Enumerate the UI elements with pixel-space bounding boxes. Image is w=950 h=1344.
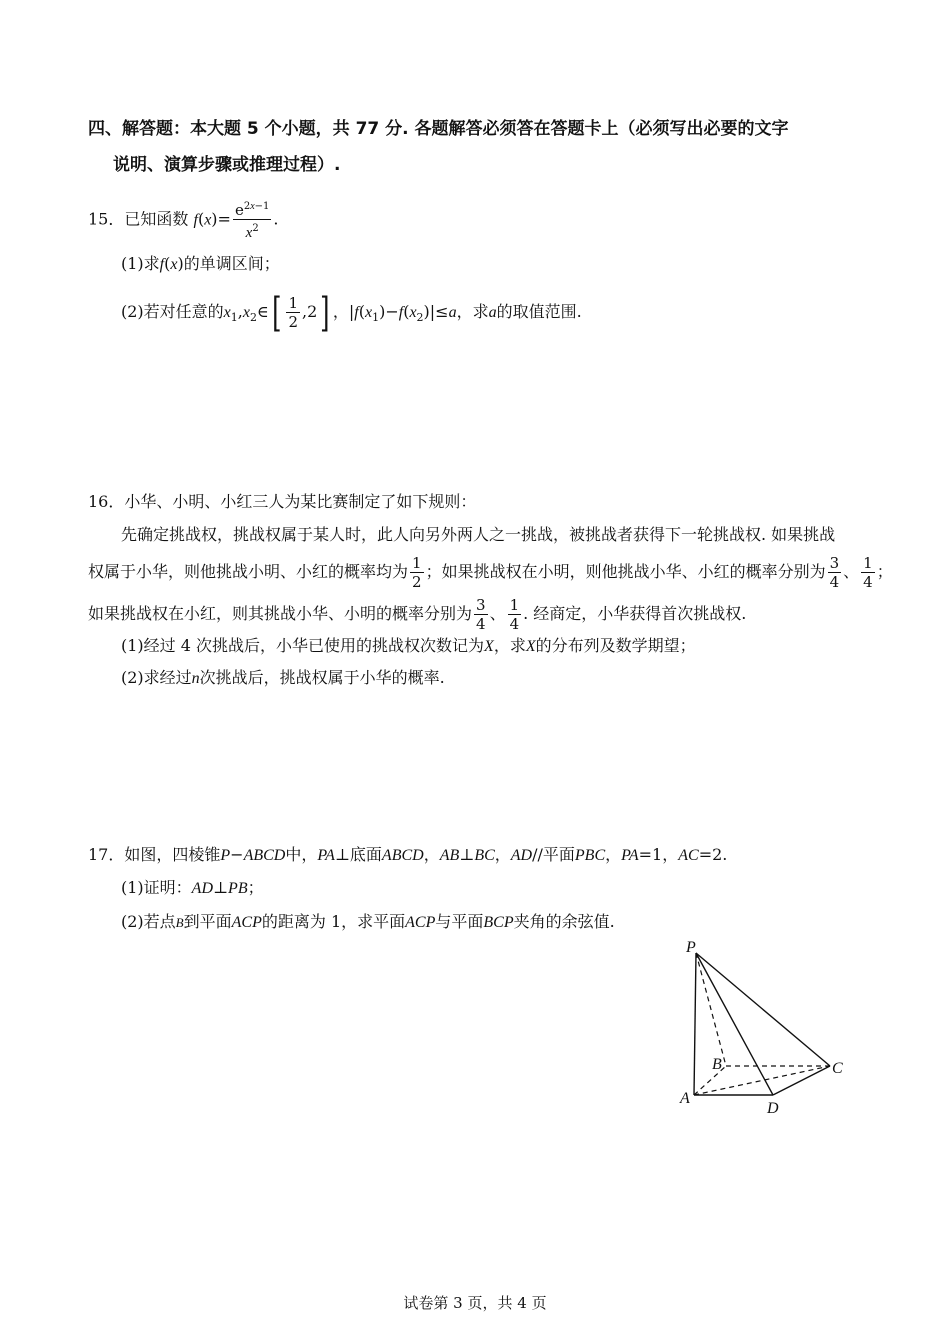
q16-part2b: 次挑战后，挑战权属于小华的概率. [199,668,445,687]
q17-part1b: ； [247,878,264,897]
q17-stem-b: 中， [285,845,318,864]
edge-PD [696,953,773,1095]
q17-stem: 17．如图，四棱锥P−ABCD中，PA⊥底面ABCD，AB⊥BC，AD//平面PBC，PA=1，AC=2. [88,845,728,864]
q15-part2-mid: ， [332,302,349,321]
q16-part1c: 的分布列及数学期望； [535,636,696,655]
pyramid-figure [670,935,860,1120]
q16-part1a: (1)经过 4 次挑战后，小华已使用的挑战权次数记为 [121,636,485,655]
q16-paragraph-line2: 权属于小华，则他挑战小明、小红的概率均为 $\frac{1}{2}$ ；如果挑战权在小明，则他挑战小华、小红的概率分别为 $\frac{3}{4}$ 、 $\frac{1}{4}$ ； [88,554,893,591]
section-heading-line1: 四、解答题：本大题 5 个小题，共 77 分. 各题解答必须答在答题卡上（必须写出必要的文字 [88,119,789,139]
q17-stem-g: ， [605,845,622,864]
q15-part2: (2)若对任意的$x_1,x_2\in$[ $\frac{1}{2}$ ,2] ，$|f(x_1)-f(x_2)|\le a$，求a的取值范围. [121,289,582,336]
q15-part1: (1)求f(x)的单调区间； [121,254,280,273]
q16-p2c: 、 [843,562,860,581]
edge-PB [696,953,726,1066]
q17-part2e: 夹角的余弦值. [513,912,615,931]
q17-part2d: 与平面 [435,912,484,931]
q16-part1b: ，求 [493,636,526,655]
q15-part2-prefix: (2)若对任意的 [121,302,224,321]
q15-part2-end: 的取值范围. [496,302,582,321]
q15-part2-suffix: ，求 [456,302,489,321]
q17-stem-d: ， [423,845,440,864]
q16-p2b: ；如果挑战权在小明，则他挑战小华、小红的概率分别为 [425,562,826,581]
vertex-label-D: D [767,1100,779,1117]
q15-number: 15． [88,209,125,229]
q16-p3c: . 经商定，小华获得首次挑战权. [523,604,747,623]
vertex-label-A: A [680,1090,690,1107]
q16-p3b: 、 [489,604,506,623]
q17-part1a: (1)证明： [121,878,192,897]
q17-part2b: 到平面 [183,912,232,931]
q16-p3a: 如果挑战权在小红，则其挑战小华、小明的概率分别为 [88,604,473,623]
q16-part1: (1)经过 4 次挑战后，小华已使用的挑战权次数记为X，求X的分布列及数学期望； [121,636,696,655]
q17-part2c: 的距离为 1，求平面 [261,912,406,931]
q17-stem-i: . [722,845,728,864]
q17-stem-e: ， [494,845,511,864]
q17-part1: (1)证明：AD⊥PB； [121,878,264,897]
q15-stem-text: 已知函数 [124,209,189,229]
q16-p2d: ； [876,562,893,581]
q15-stem: 15．已知函数 f(x)= $\frac{e^{2x-1}}{x^2}$ . [88,198,279,242]
q16-part2a: (2)求经过 [121,668,192,687]
q16-paragraph-line3: 如果挑战权在小红，则其挑战小华、小明的概率分别为 $\frac{3}{4}$ 、 $\frac{1}{4}$ . 经商定，小华获得首次挑战权. [88,596,747,633]
q16-stem [88,492,476,512]
vertex-label-C: C [832,1060,843,1077]
q15-part1-suffix: 的单调区间； [183,254,280,273]
q17-stem-f: 平面 [542,845,575,864]
edge-DC [773,1066,830,1095]
vertex-label-P: P [686,939,696,956]
q16-stem-text: 小华、小明、小红三人为某比赛制定了如下规则： [124,492,477,511]
q16-number: 16． [88,492,125,511]
page-footer: 试卷第 3 页，共 4 页 [403,1294,547,1312]
q17-stem-a: 如图，四棱锥 [124,845,221,864]
section-heading-line2: 说明、演算步骤或推理过程）. [113,155,341,175]
q16-p2a: 权属于小华，则他挑战小明、小红的概率均为 [88,562,409,581]
edge-PC [696,953,830,1066]
q16-part2: (2)求经过n次挑战后，挑战权属于小华的概率. [121,668,445,687]
q17-number: 17． [88,845,125,864]
q17-part2: (2)若点B到平面ACP的距离为 1，求平面ACP与平面BCP夹角的余弦值. [121,912,615,931]
q17-stem-c: 底面 [349,845,382,864]
edge-PA [694,953,696,1095]
q17-part2a: (2)若点 [121,912,176,931]
q16-paragraph-line1: 先确定挑战权，挑战权属于某人时，此人向另外两人之一挑战，被挑战者获得下一轮挑战权. 如果挑战 [121,525,836,544]
q15-part1-prefix: (1)求 [121,254,160,273]
vertex-label-B: B [712,1056,722,1073]
q17-stem-h: ， [662,845,679,864]
